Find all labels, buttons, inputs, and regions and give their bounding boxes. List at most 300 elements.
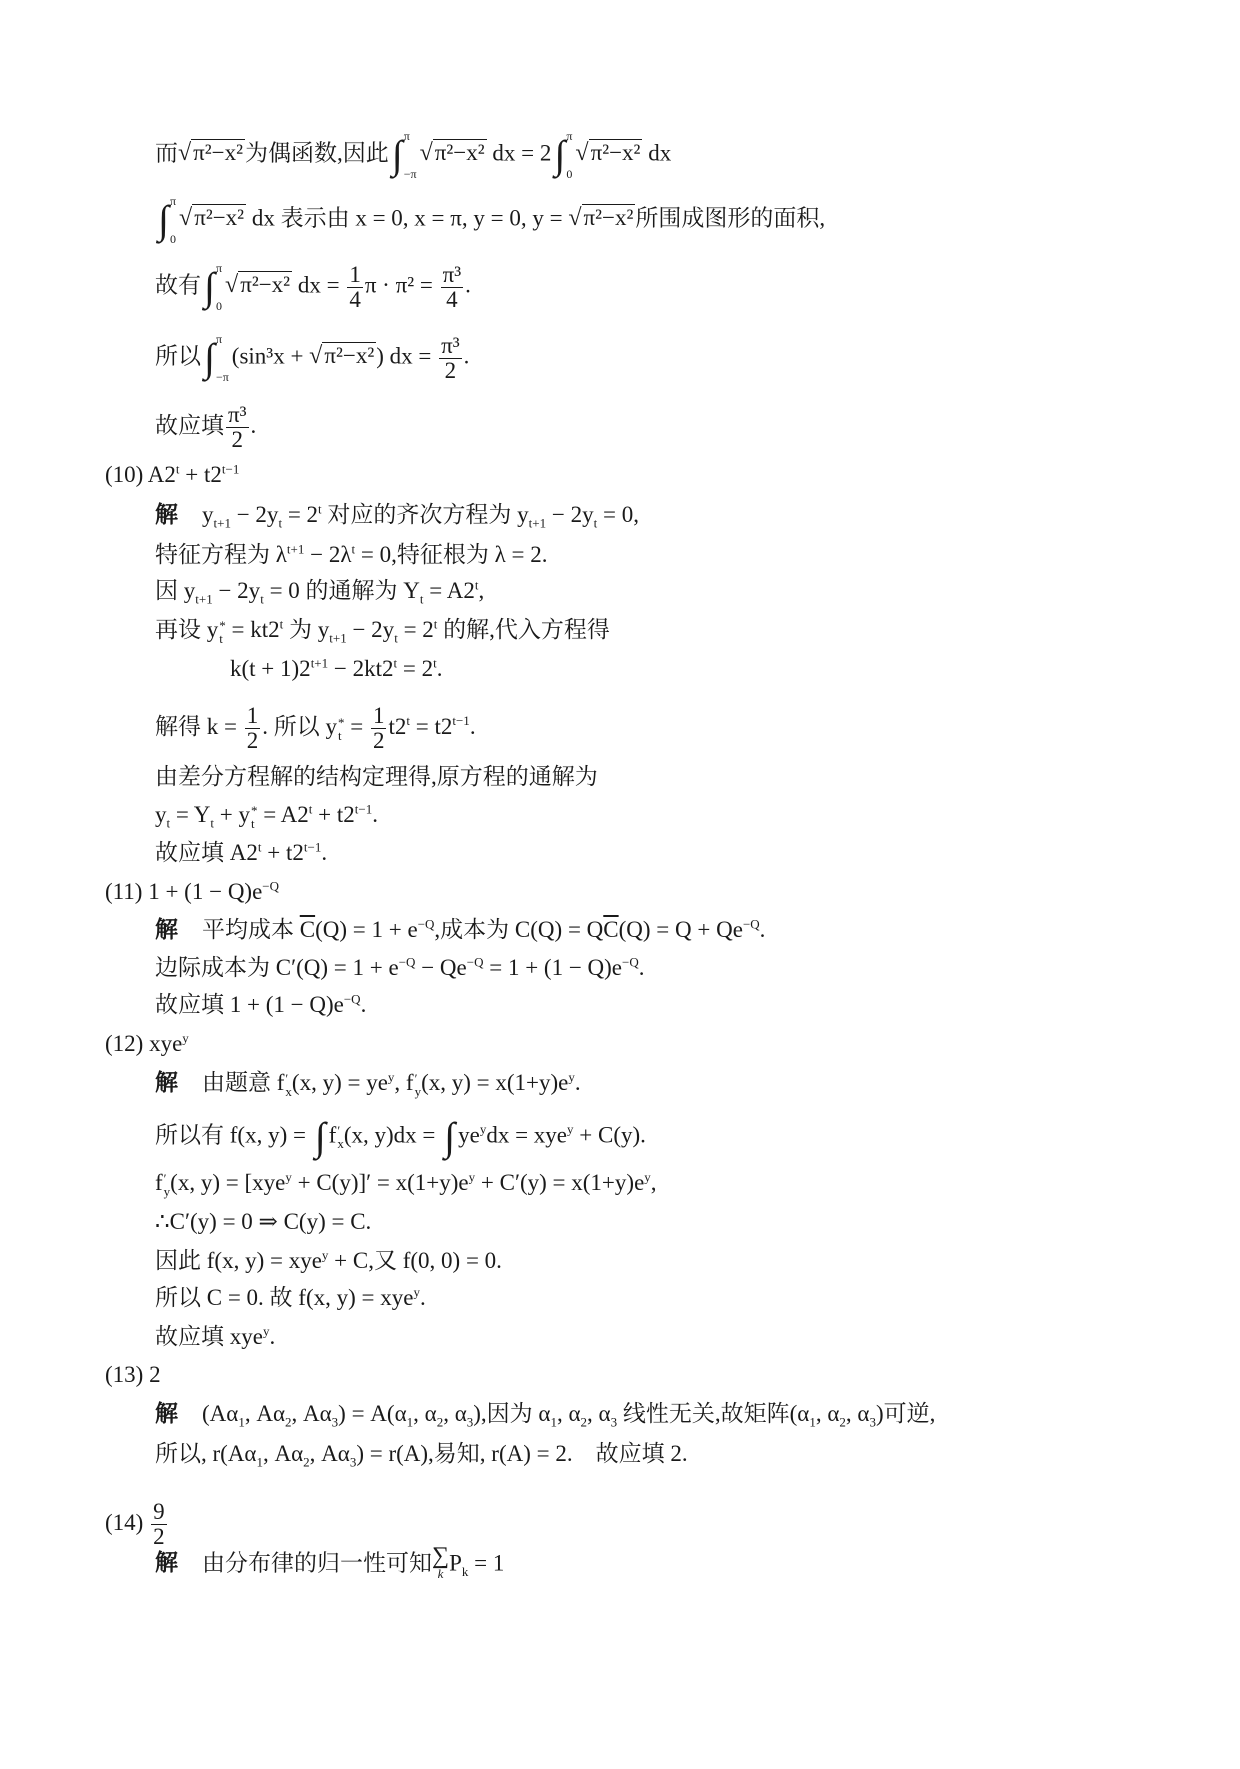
text-line (105, 460, 239, 490)
text-run: = 1 + (1 − Q)e (483, 955, 623, 980)
radical-sign-icon: √ (179, 205, 193, 232)
subscript: 1 (550, 1414, 557, 1430)
integral-sign-icon: ∫ (204, 264, 215, 309)
integral (158, 195, 176, 245)
denominator: 4 (349, 286, 361, 312)
denominator: 2 (372, 728, 385, 753)
text-run: = A2 (423, 578, 475, 603)
radicand: π²−x² (583, 205, 634, 231)
solution-label: 解 (155, 502, 178, 527)
text-run: y (155, 802, 167, 827)
text-line (155, 1322, 275, 1352)
fraction (226, 403, 249, 452)
text-run: (sin³x + (231, 343, 310, 369)
subscript: y (414, 1083, 422, 1099)
text-run: , (650, 1170, 657, 1195)
text-line (155, 262, 471, 312)
text-run: 对应的齐次方程为 y (321, 502, 529, 527)
text-run: 边际成本为 C′(Q) = 1 + e (155, 955, 399, 980)
text-run: (x, y) = [xye (170, 1170, 286, 1195)
integral-limits (566, 130, 572, 180)
text-run: . (436, 656, 443, 681)
radical-sign-icon: √ (568, 205, 582, 232)
superscript: −Q (466, 954, 484, 970)
superscript: t (308, 801, 313, 817)
superscript: t−1 (354, 801, 373, 817)
square-root (179, 203, 246, 233)
text-run: 为 y (283, 617, 330, 642)
text-run: (Q) = 1 + e (315, 917, 418, 942)
text-run: ) dx = (376, 343, 438, 369)
subscript: 1 (406, 1414, 414, 1430)
superscript: t (393, 655, 398, 671)
text-run: 故应填 1 + (1 − Q)e (155, 992, 344, 1017)
text-run: − 2y (212, 578, 261, 603)
text-run: (10) A2 (105, 462, 176, 487)
text-run: ) = A(α (338, 1401, 407, 1426)
integral-sign-icon: ∫ (158, 197, 169, 242)
text-line (155, 1207, 371, 1237)
text-run: − 2y (546, 502, 594, 527)
superscript: y (567, 1121, 574, 1137)
superscript: y (387, 1069, 395, 1085)
text-run: . (469, 713, 476, 739)
radical-sign-icon: √ (178, 140, 192, 167)
subscript: x (285, 1083, 292, 1099)
superscript: t−1 (221, 461, 240, 477)
text-line (155, 953, 645, 983)
text-run: − 2λ (304, 542, 352, 567)
subscript: t+1 (329, 630, 347, 646)
upper-limit: π (215, 261, 223, 275)
text-run: = t2 (409, 713, 453, 739)
text-line (155, 333, 469, 383)
text-run: . (269, 1324, 276, 1349)
text-line (155, 704, 476, 753)
text-run: = 2 (397, 617, 434, 642)
text-run: 而 (155, 140, 178, 166)
superscript: t (351, 541, 356, 557)
text-run: 再设 y (155, 617, 219, 642)
text-run: , (478, 578, 485, 603)
superscript: * (219, 617, 226, 633)
upper-limit: π (215, 332, 223, 346)
fraction (347, 263, 363, 312)
superscript: t (433, 616, 438, 632)
radical-sign-icon: √ (309, 343, 323, 370)
text-run: y (202, 502, 214, 527)
integral-limits (170, 195, 176, 245)
subscript: t (593, 515, 598, 531)
text-run: dx = 2 (486, 140, 552, 166)
subscript: 2 (303, 1454, 310, 1470)
integral-sign-icon: ∫ (314, 1114, 326, 1159)
text-run: + C′(y) = x(1+y)e (475, 1170, 645, 1195)
fraction (371, 704, 387, 753)
text-run: 的解,代入方程得 (437, 617, 610, 642)
text-run: (x, y)dx = (343, 1122, 442, 1148)
integral (444, 1115, 455, 1159)
text-line (105, 877, 279, 907)
superscript: t−1 (452, 713, 470, 729)
subscript: t (166, 815, 171, 831)
superscript: −Q (343, 991, 361, 1007)
text-run: , α (443, 1401, 467, 1426)
text-run: , Aα (291, 1401, 332, 1426)
subscript: t (250, 815, 255, 831)
radicand: π²−x² (193, 140, 244, 166)
superscript: y (468, 1169, 476, 1185)
text-run: ) = r(A),易知, r(A) = 2. 故应填 2. (356, 1441, 688, 1466)
text-run: ye (458, 1122, 480, 1148)
numerator: π³ (442, 261, 462, 287)
text-line (155, 1439, 688, 1469)
text-run: (x, y) = ye (291, 1070, 388, 1095)
text-run: − 2y (346, 617, 395, 642)
text-line (155, 800, 378, 830)
subscript: t (419, 591, 424, 607)
subscript: 1 (238, 1414, 245, 1430)
text-run: , α (556, 1401, 581, 1426)
text-run: = 2 (282, 502, 319, 527)
text-run: (11) 1 + (1 − Q)e (105, 879, 263, 904)
denominator: 2 (246, 728, 259, 753)
integral-sign-icon: ∫ (554, 132, 566, 177)
fraction (245, 704, 261, 753)
text-run: , Aα (244, 1401, 285, 1426)
radicand: π²−x² (240, 272, 291, 298)
numerator: 1 (349, 261, 361, 287)
text-run: + C(y). (573, 1122, 646, 1148)
summation (432, 1543, 450, 1583)
subscript: t (337, 727, 342, 743)
solution-label: 解 (155, 1070, 178, 1095)
lower-limit: 0 (215, 299, 222, 313)
square-root (178, 138, 245, 168)
radical-sign-icon: √ (225, 272, 239, 299)
integral (554, 130, 572, 180)
text-line (155, 403, 256, 452)
text-run: 由差分方程解的结构定理得,原方程的通解为 (155, 764, 598, 789)
superscript: t (175, 461, 180, 477)
text-run: ∴C′(y) = 0 ⇒ C(y) = C. (155, 1209, 372, 1234)
overlined-symbol: $\overline{C}$ (299, 917, 316, 942)
upper-limit: π (566, 129, 573, 143)
text-run: + t2 (312, 802, 355, 827)
subscript: t (219, 630, 223, 646)
superscript: t (406, 713, 410, 729)
square-root (420, 138, 487, 168)
text-run: t2 (388, 713, 407, 739)
text-run: 所以 (155, 343, 201, 369)
radical-sign-icon: √ (575, 140, 589, 167)
text-run: f (155, 1170, 163, 1195)
upper-limit: π (169, 194, 177, 208)
upper-limit: π (403, 129, 410, 143)
text-run: + t2 (261, 840, 304, 865)
superscript: −Q (398, 954, 416, 970)
text-line (155, 1543, 505, 1583)
radicand: π²−x² (324, 343, 375, 369)
text-run: , Aα (309, 1441, 350, 1466)
radicand: π²−x² (434, 140, 485, 166)
integral (204, 333, 229, 383)
numerator: 1 (246, 703, 259, 728)
text-line (105, 1360, 161, 1390)
integral-sign-icon: ∫ (444, 1114, 456, 1159)
text-run: = 0 的通解为 Y (263, 578, 420, 603)
text-run: + y (213, 802, 250, 827)
subscript: 3 (466, 1414, 474, 1430)
text-run: . (638, 955, 645, 980)
solution-label: 解 (155, 917, 178, 942)
sigma-icon: ∑ (432, 1543, 450, 1569)
superscript: y (479, 1121, 487, 1137)
text-run: 解得 k = (155, 713, 243, 739)
text-run: (13) 2 (105, 1362, 161, 1387)
fraction (151, 1500, 167, 1549)
numerator: π³ (228, 402, 247, 427)
integral (392, 130, 417, 180)
text-run: . (321, 840, 328, 865)
lower-limit: 0 (169, 232, 176, 246)
text-run: 线性无关,故矩阵(α (617, 1401, 810, 1426)
radical-sign-icon: √ (419, 140, 433, 167)
text-line (155, 915, 765, 945)
subscript: k (461, 1563, 469, 1579)
text-run: , Aα (262, 1441, 304, 1466)
text-run: = kt2 (225, 617, 280, 642)
subscript: t (394, 630, 398, 646)
text-run: , f (394, 1070, 414, 1095)
superscript: t (279, 616, 284, 632)
superscript: y (644, 1169, 651, 1185)
integral-sign-icon: ∫ (391, 132, 403, 177)
text-run: 特征方程为 λ (155, 542, 287, 567)
text-run: . (250, 412, 257, 438)
text-run: ,成本为 C(Q) = Q (434, 917, 604, 942)
subscript: t+1 (528, 515, 547, 531)
text-line (155, 762, 598, 792)
numerator: 1 (372, 703, 385, 728)
superscript: t+1 (286, 541, 305, 557)
text-run: f (328, 1122, 337, 1148)
text-run: dx 表示由 x = 0, x = π, y = 0, y = (246, 205, 569, 231)
subscript: 3 (349, 1454, 357, 1470)
text-run: 故应填 xye (155, 1324, 263, 1349)
text-run: (Aα (202, 1401, 239, 1426)
superscript: t−1 (303, 839, 322, 855)
text-run: , α (815, 1401, 840, 1426)
subscript: t (210, 815, 214, 831)
text-run: 由题意 f (202, 1070, 285, 1095)
subscript: y (163, 1183, 171, 1199)
integral-limits (216, 262, 222, 312)
subscript: 2 (285, 1414, 292, 1430)
subscript: 3 (331, 1414, 339, 1430)
subscript: 3 (610, 1414, 618, 1430)
superscript: t+1 (310, 655, 329, 671)
text-run: 因此 f(x, y) = xye (155, 1248, 322, 1273)
text-line (155, 1246, 502, 1276)
superscript: ′ (285, 1070, 289, 1086)
solution-label: 解 (155, 1401, 178, 1426)
square-root (568, 203, 635, 233)
superscript: −Q (262, 878, 280, 894)
text-run: 故有 (155, 272, 201, 298)
superscript: −Q (742, 916, 760, 932)
text-line (155, 540, 547, 570)
text-run: = A2 (257, 802, 309, 827)
text-run: . (465, 272, 471, 298)
text-run: − Qe (415, 955, 467, 980)
text-run: = 0,特征根为 λ = 2. (355, 542, 548, 567)
superscript: ′ (163, 1170, 167, 1186)
text-line (155, 838, 327, 868)
solution-label: 解 (155, 1550, 178, 1576)
text-run: 因 y (155, 578, 196, 603)
denominator: 2 (231, 427, 243, 452)
text-run: (Q) = Q + Qe (618, 917, 743, 942)
fraction (439, 334, 462, 383)
text-run: 所围成图形的面积, (635, 205, 826, 231)
superscript: −Q (622, 954, 639, 970)
text-run: − 2y (230, 502, 279, 527)
numerator: π³ (441, 332, 460, 358)
integral (315, 1115, 326, 1159)
text-run: dx = xye (486, 1122, 568, 1148)
text-line (105, 1500, 169, 1549)
lower-limit: −π (403, 167, 417, 181)
lower-limit: −π (215, 370, 229, 384)
superscript: y (568, 1069, 575, 1085)
superscript: y (413, 1284, 420, 1300)
subscript: t (278, 515, 283, 531)
text-run: , α (845, 1401, 870, 1426)
text-run: + C,又 f(0, 0) = 0. (328, 1248, 502, 1273)
text-line (155, 1168, 657, 1198)
text-line (155, 990, 366, 1020)
denominator: 4 (446, 286, 458, 312)
text-run: = Y (170, 802, 211, 827)
superscript: y (321, 1247, 329, 1263)
denominator: 2 (444, 357, 457, 383)
text-run: . (419, 1285, 426, 1310)
superscript: * (337, 714, 345, 730)
text-run: 平均成本 (202, 917, 300, 942)
lower-limit: 0 (566, 167, 573, 181)
superscript: −Q (417, 916, 435, 932)
text-line (155, 500, 639, 530)
summation-index: k (437, 1566, 444, 1581)
text-run: = (344, 713, 369, 739)
square-root (575, 138, 642, 168)
subscript: x (337, 1136, 344, 1151)
text-run: , α (587, 1401, 611, 1426)
text-run: 故应填 A2 (155, 840, 258, 865)
text-run: (14) (105, 1509, 150, 1535)
text-run: π · π² = (364, 272, 439, 298)
text-line (155, 1283, 426, 1313)
integral-limits (404, 130, 417, 180)
subscript: 2 (436, 1414, 444, 1430)
radicand: π²−x² (194, 205, 245, 231)
subscript: 3 (869, 1414, 876, 1430)
integral-limits (216, 333, 229, 383)
text-line (155, 1115, 646, 1159)
text-run: . 所以 y (262, 713, 337, 739)
superscript: y (262, 1323, 270, 1339)
integral-sign-icon: ∫ (204, 335, 215, 380)
subscript: t+1 (213, 515, 231, 531)
superscript: t (318, 501, 322, 517)
subscript: 2 (580, 1414, 588, 1430)
subscript: t (260, 591, 264, 607)
text-run: 为偶函数,因此 (245, 140, 389, 166)
text-run: )可逆, (875, 1401, 936, 1426)
superscript: t (474, 577, 479, 593)
text-run: . (463, 343, 470, 369)
superscript: ′ (337, 1123, 341, 1138)
text-line (155, 195, 825, 245)
text-run: 故应填 (155, 412, 224, 438)
text-run: ),因为 α (473, 1401, 551, 1426)
integral (204, 262, 222, 312)
subscript: 2 (839, 1414, 846, 1430)
radicand: π²−x² (590, 140, 641, 166)
text-run: . (759, 917, 766, 942)
text-run: + C(y)]′ = x(1+y)e (291, 1170, 469, 1195)
text-run: , α (413, 1401, 437, 1426)
text-run: 所以有 f(x, y) = (155, 1122, 312, 1148)
square-root (225, 270, 292, 300)
text-line (155, 130, 671, 180)
overlined-symbol: $\overline{C}$ (603, 917, 619, 942)
text-line (230, 654, 443, 684)
subscript: 1 (809, 1414, 816, 1430)
text-run: 所以 C = 0. 故 f(x, y) = xye (155, 1285, 414, 1310)
superscript: y (182, 1030, 189, 1046)
text-run: + t2 (179, 462, 222, 487)
text-run: k(t + 1)2 (230, 656, 311, 681)
superscript: y (285, 1169, 292, 1185)
text-run: (12) xye (105, 1031, 183, 1056)
text-run: 所以, r(Aα (155, 1441, 257, 1466)
text-run: . (574, 1070, 581, 1095)
text-line (155, 1068, 581, 1098)
text-run: dx = (292, 272, 346, 298)
numerator: 9 (153, 1499, 165, 1524)
superscript: * (250, 802, 258, 818)
superscript: t (433, 655, 437, 671)
text-run: . (372, 802, 378, 827)
text-run: = 2 (397, 656, 434, 681)
text-line (105, 1029, 189, 1059)
superscript: ′ (414, 1070, 418, 1086)
text-run: P (449, 1550, 462, 1576)
subscript: t+1 (195, 591, 213, 607)
text-run: − 2kt2 (328, 656, 394, 681)
text-line (155, 615, 610, 645)
fraction (441, 263, 464, 312)
text-line (155, 1399, 935, 1429)
denominator: 2 (153, 1524, 165, 1549)
text-run: (x, y) = x(1+y)e (421, 1070, 569, 1095)
text-run: 由分布律的归一性可知 (202, 1550, 432, 1576)
text-run: . (360, 992, 367, 1017)
text-line (155, 576, 484, 606)
text-run: = 1 (468, 1550, 505, 1576)
